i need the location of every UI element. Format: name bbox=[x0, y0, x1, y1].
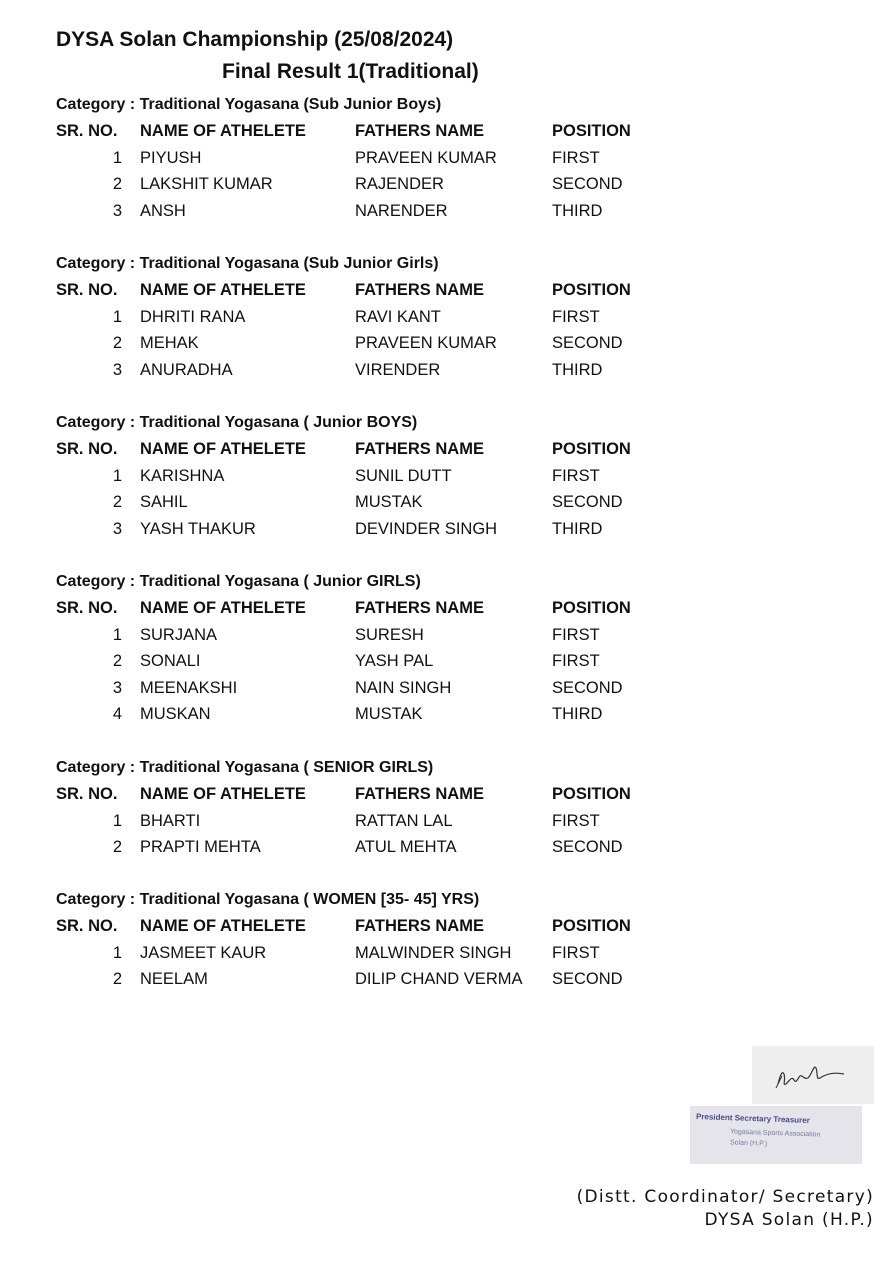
cell-position: THIRD bbox=[552, 360, 603, 379]
header-sr-no: SR. NO. bbox=[56, 440, 118, 458]
cell-athlete-name: SURJANA bbox=[140, 625, 218, 644]
cell-sr-no: 3 bbox=[112, 360, 122, 379]
cell-father-name: NAIN SINGH bbox=[355, 678, 452, 697]
header-sr-no: SR. NO. bbox=[56, 917, 118, 935]
header-position: POSITION bbox=[552, 785, 631, 803]
category-section bbox=[56, 569, 676, 728]
cell-position: SECOND bbox=[552, 838, 623, 856]
category-section bbox=[56, 755, 676, 861]
header-position: POSITION bbox=[552, 281, 631, 299]
table-row bbox=[56, 808, 676, 835]
cell-father-name: RATTAN LAL bbox=[355, 811, 453, 830]
cell-sr-no: 2 bbox=[112, 652, 122, 670]
table-row bbox=[56, 701, 676, 728]
cell-athlete-name: SONALI bbox=[140, 652, 201, 670]
stamp-location: Solan (H.P.) bbox=[729, 1139, 768, 1148]
cell-athlete-name: MEHAK bbox=[140, 334, 199, 352]
table-header-row bbox=[56, 595, 676, 622]
category-heading: Category : Traditional Yogasana ( Junior BOYS) bbox=[56, 414, 418, 431]
category-heading: Category : Traditional Yogasana (Sub Junior Boys) bbox=[56, 96, 442, 113]
category-section bbox=[56, 887, 676, 993]
cell-sr-no: 1 bbox=[112, 625, 122, 644]
cell-father-name: DEVINDER SINGH bbox=[355, 519, 498, 538]
official-stamp bbox=[690, 1106, 862, 1164]
header-position: POSITION bbox=[552, 122, 631, 140]
header-athlete-name: NAME OF ATHELETE bbox=[140, 281, 306, 299]
document-subtitle: Final Result 1(Traditional) bbox=[222, 60, 479, 83]
cell-father-name: MALWINDER SINGH bbox=[355, 943, 512, 962]
category-section bbox=[56, 92, 676, 224]
cell-father-name: MUSTAK bbox=[355, 493, 423, 511]
cell-father-name: NARENDER bbox=[355, 201, 448, 220]
category-heading: Category : Traditional Yogasana (Sub Junior Girls) bbox=[56, 255, 439, 272]
cell-position: SECOND bbox=[552, 493, 623, 511]
cell-sr-no: 3 bbox=[112, 201, 122, 220]
cell-father-name: DILIP CHAND VERMA bbox=[355, 970, 523, 988]
footer-organization: DYSA Solan (H.P.) bbox=[704, 1210, 874, 1230]
cell-position: FIRST bbox=[552, 466, 600, 485]
table-row bbox=[56, 940, 676, 967]
cell-position: SECOND bbox=[552, 175, 623, 193]
table-row bbox=[56, 304, 676, 331]
cell-athlete-name: JASMEET KAUR bbox=[140, 943, 267, 962]
table-row bbox=[56, 198, 676, 225]
header-father-name: FATHERS NAME bbox=[355, 122, 484, 140]
cell-sr-no: 3 bbox=[112, 519, 122, 538]
header-athlete-name: NAME OF ATHELETE bbox=[140, 917, 306, 935]
cell-athlete-name: DHRITI RANA bbox=[140, 307, 246, 326]
cell-sr-no: 2 bbox=[112, 175, 122, 193]
header-sr-no: SR. NO. bbox=[56, 281, 118, 299]
cell-position: SECOND bbox=[552, 970, 623, 988]
cell-sr-no: 2 bbox=[112, 838, 122, 856]
cell-position: THIRD bbox=[552, 201, 603, 220]
table-row bbox=[56, 463, 676, 490]
table-header-row bbox=[56, 277, 676, 304]
signature-scribble-icon bbox=[752, 1046, 874, 1104]
table-row bbox=[56, 966, 676, 993]
footer-role: (Distt. Coordinator/ Secretary) bbox=[576, 1187, 874, 1207]
header-athlete-name: NAME OF ATHELETE bbox=[140, 785, 306, 803]
header-sr-no: SR. NO. bbox=[56, 122, 118, 140]
category-section bbox=[56, 410, 676, 542]
cell-position: THIRD bbox=[552, 519, 603, 538]
cell-father-name: MUSTAK bbox=[355, 705, 423, 723]
cell-father-name: YASH PAL bbox=[355, 652, 434, 670]
header-father-name: FATHERS NAME bbox=[355, 281, 484, 299]
header-sr-no: SR. NO. bbox=[56, 785, 118, 803]
table-header-row bbox=[56, 913, 676, 940]
cell-athlete-name: NEELAM bbox=[140, 970, 208, 988]
cell-father-name: ATUL MEHTA bbox=[355, 838, 457, 856]
cell-athlete-name: KARISHNA bbox=[140, 466, 225, 485]
cell-father-name: SURESH bbox=[355, 625, 424, 644]
table-row bbox=[56, 516, 676, 543]
header-athlete-name: NAME OF ATHELETE bbox=[140, 440, 306, 458]
document-title: DYSA Solan Championship (25/08/2024) bbox=[56, 28, 454, 51]
stamp-titles: President Secretary Treasurer bbox=[695, 1112, 810, 1125]
header-father-name: FATHERS NAME bbox=[355, 440, 484, 458]
header-athlete-name: NAME OF ATHELETE bbox=[140, 599, 306, 617]
cell-position: SECOND bbox=[552, 678, 623, 697]
header-sr-no: SR. NO. bbox=[56, 599, 118, 617]
table-row bbox=[56, 489, 676, 516]
cell-sr-no: 2 bbox=[112, 493, 122, 511]
table-row bbox=[56, 675, 676, 702]
cell-position: FIRST bbox=[552, 307, 600, 326]
cell-father-name: VIRENDER bbox=[355, 360, 441, 379]
cell-sr-no: 2 bbox=[112, 334, 122, 352]
cell-father-name: RAJENDER bbox=[355, 175, 444, 193]
cell-athlete-name: PRAPTI MEHTA bbox=[140, 838, 261, 856]
table-row bbox=[56, 648, 676, 675]
signature-image bbox=[752, 1046, 874, 1104]
table-header-row bbox=[56, 118, 676, 145]
category-heading: Category : Traditional Yogasana ( SENIOR GIRLS) bbox=[56, 759, 434, 776]
cell-athlete-name: YASH THAKUR bbox=[140, 519, 256, 538]
cell-athlete-name: MUSKAN bbox=[140, 705, 211, 723]
cell-sr-no: 1 bbox=[112, 148, 122, 167]
cell-position: FIRST bbox=[552, 652, 600, 670]
cell-sr-no: 1 bbox=[112, 466, 122, 485]
cell-athlete-name: LAKSHIT KUMAR bbox=[140, 175, 273, 193]
cell-sr-no: 4 bbox=[112, 705, 122, 723]
cell-position: FIRST bbox=[552, 625, 600, 644]
cell-athlete-name: SAHIL bbox=[140, 493, 188, 511]
header-father-name: FATHERS NAME bbox=[355, 599, 484, 617]
category-heading: Category : Traditional Yogasana ( Junior GIRLS) bbox=[56, 573, 421, 590]
header-position: POSITION bbox=[552, 599, 631, 617]
cell-sr-no: 3 bbox=[112, 678, 122, 697]
cell-father-name: PRAVEEN KUMAR bbox=[355, 148, 497, 167]
cell-position: FIRST bbox=[552, 811, 600, 830]
table-row bbox=[56, 357, 676, 384]
cell-father-name: RAVI KANT bbox=[355, 307, 441, 326]
header-position: POSITION bbox=[552, 917, 631, 935]
cell-sr-no: 2 bbox=[112, 970, 122, 988]
table-header-row bbox=[56, 436, 676, 463]
table-row bbox=[56, 834, 676, 861]
cell-sr-no: 1 bbox=[112, 307, 122, 326]
cell-athlete-name: PIYUSH bbox=[140, 148, 202, 167]
table-row bbox=[56, 622, 676, 649]
cell-athlete-name: BHARTI bbox=[140, 811, 201, 830]
table-row bbox=[56, 145, 676, 172]
table-header-row bbox=[56, 781, 676, 808]
category-heading: Category : Traditional Yogasana ( WOMEN [35- 45] YRS) bbox=[56, 891, 480, 908]
cell-sr-no: 1 bbox=[112, 943, 122, 962]
cell-athlete-name: ANSH bbox=[140, 201, 186, 220]
cell-father-name: SUNIL DUTT bbox=[355, 466, 452, 485]
header-athlete-name: NAME OF ATHELETE bbox=[140, 122, 306, 140]
header-father-name: FATHERS NAME bbox=[355, 917, 484, 935]
cell-position: THIRD bbox=[552, 705, 603, 723]
cell-athlete-name: MEENAKSHI bbox=[140, 678, 238, 697]
cell-father-name: PRAVEEN KUMAR bbox=[355, 334, 497, 352]
footer-signatory bbox=[577, 1186, 874, 1232]
cell-athlete-name: ANURADHA bbox=[140, 360, 233, 379]
category-section bbox=[56, 251, 676, 383]
table-row bbox=[56, 330, 676, 357]
cell-sr-no: 1 bbox=[112, 811, 122, 830]
cell-position: SECOND bbox=[552, 334, 623, 352]
stamp-organization: Yogasana Sports Association bbox=[729, 1128, 821, 1139]
cell-position: FIRST bbox=[552, 943, 600, 962]
header-father-name: FATHERS NAME bbox=[355, 785, 484, 803]
table-row bbox=[56, 171, 676, 198]
header-position: POSITION bbox=[552, 440, 631, 458]
cell-position: FIRST bbox=[552, 148, 600, 167]
